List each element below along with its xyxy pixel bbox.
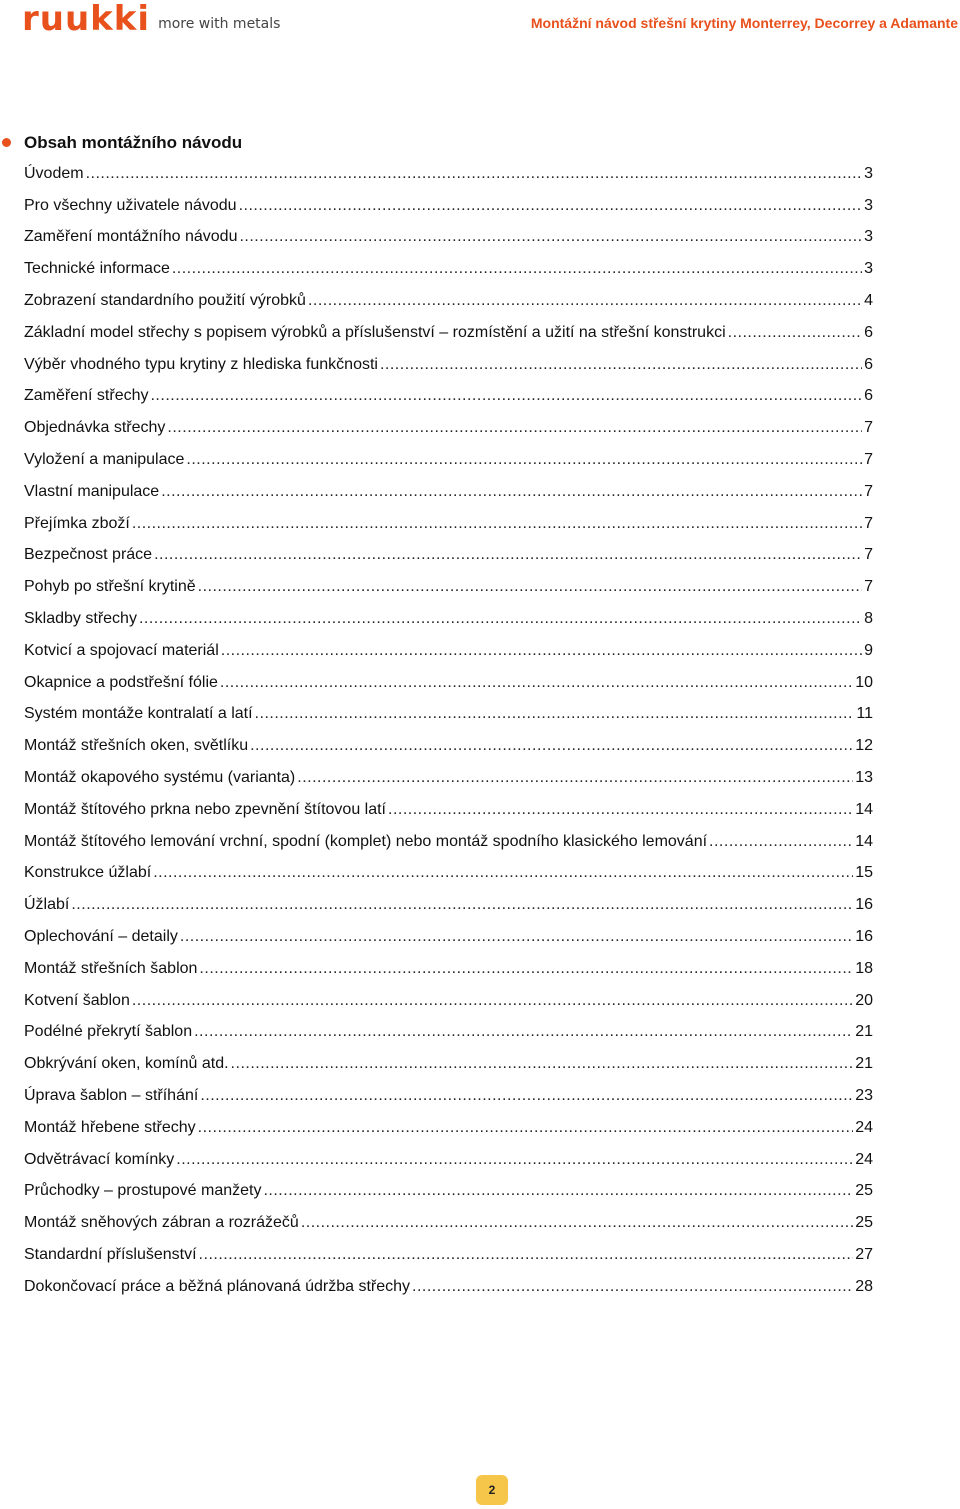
toc-entry[interactable] bbox=[24, 508, 873, 540]
toc-leader-dots bbox=[709, 833, 853, 851]
toc-entry-page: 3 bbox=[864, 196, 873, 214]
toc-entry[interactable] bbox=[24, 858, 873, 890]
toc-entry[interactable] bbox=[24, 253, 873, 285]
toc-leader-dots bbox=[172, 260, 862, 278]
toc-entry[interactable] bbox=[24, 412, 873, 444]
toc-entry-label: Oplechování – detaily bbox=[24, 928, 178, 946]
logo-tagline: more with metals bbox=[158, 16, 281, 32]
toc-entry-page: 7 bbox=[864, 451, 873, 469]
toc-entry-page: 21 bbox=[855, 1055, 873, 1073]
toc-entry[interactable] bbox=[24, 635, 873, 667]
toc-entry[interactable] bbox=[24, 826, 873, 858]
toc-entry-label: Úžlabí bbox=[24, 896, 70, 914]
toc-entry-page: 24 bbox=[855, 1118, 873, 1136]
toc-heading-text: Obsah montážního návodu bbox=[24, 133, 243, 152]
toc-leader-dots bbox=[167, 419, 862, 437]
toc-leader-dots bbox=[186, 451, 862, 469]
toc-leader-dots bbox=[198, 578, 862, 596]
logo-wordmark: ruukki bbox=[22, 0, 151, 39]
toc-leader-dots bbox=[161, 483, 862, 501]
toc-leader-dots bbox=[301, 1214, 853, 1232]
toc-entry[interactable] bbox=[24, 476, 873, 508]
page-number: 2 bbox=[488, 1483, 496, 1497]
toc-leader-dots bbox=[199, 1246, 854, 1264]
toc-leader-dots bbox=[308, 292, 862, 310]
toc-leader-dots bbox=[297, 769, 853, 787]
toc-entry-label: Montáž střešních oken, světlíku bbox=[24, 737, 249, 755]
toc-entry-label: Zaměření montážního návodu bbox=[24, 228, 238, 246]
toc-entry[interactable] bbox=[24, 603, 873, 635]
toc-entry[interactable] bbox=[24, 1207, 873, 1239]
toc-entry-page: 15 bbox=[855, 864, 873, 882]
toc-entry-page: 8 bbox=[864, 610, 873, 628]
toc-entry-label: Pohyb po střešní krytině bbox=[24, 578, 196, 596]
toc-entry[interactable] bbox=[24, 889, 873, 921]
page-number-badge bbox=[476, 1475, 508, 1505]
toc-entry-page: 27 bbox=[855, 1245, 873, 1263]
toc-leader-dots bbox=[154, 546, 862, 564]
toc-entry-page: 7 bbox=[864, 578, 873, 596]
toc-entry-label: Standardní příslušenství bbox=[24, 1245, 197, 1263]
toc-leader-dots bbox=[86, 165, 863, 183]
toc-entry[interactable] bbox=[24, 1271, 873, 1303]
toc-leader-dots bbox=[239, 197, 863, 215]
toc-entry-page: 23 bbox=[855, 1087, 873, 1104]
toc-entry-page: 25 bbox=[855, 1214, 873, 1232]
toc-entry-label: Konstrukce úžlabí bbox=[24, 864, 152, 882]
toc-heading bbox=[0, 128, 960, 158]
toc-entry-label: Odvětrávací komínky bbox=[24, 1150, 175, 1168]
toc-entry-label: Úvodem bbox=[24, 164, 84, 182]
toc-entry-page: 14 bbox=[855, 800, 873, 818]
toc-entry-page: 16 bbox=[855, 928, 873, 946]
toc-entry-label: Montáž střešních šablon bbox=[24, 959, 198, 977]
ruukki-logo bbox=[22, 0, 281, 39]
toc-entry[interactable] bbox=[24, 921, 873, 953]
toc-entry[interactable] bbox=[24, 317, 873, 349]
toc-entry-page: 11 bbox=[856, 705, 873, 723]
toc-entry-label: Skladby střechy bbox=[24, 610, 137, 628]
document-title: Montážní návod střešní krytiny Monterrey, Decorrey a Adamante bbox=[530, 15, 958, 31]
toc-leader-dots bbox=[198, 1119, 854, 1137]
table-of-contents bbox=[0, 128, 960, 1303]
toc-entry-page: 4 bbox=[864, 292, 873, 310]
toc-entry-page: 7 bbox=[864, 546, 873, 564]
toc-entry-label: Úprava šablon – stříhání bbox=[24, 1087, 199, 1104]
toc-leader-dots bbox=[388, 801, 853, 819]
toc-entry-page: 9 bbox=[864, 641, 873, 659]
toc-entry-label: Pro všechny uživatele návodu bbox=[24, 196, 237, 214]
toc-entry-label: Okapnice a podstřešní fólie bbox=[24, 673, 218, 691]
toc-entry-label: Bezpečnost práce bbox=[24, 546, 153, 564]
toc-entry-page: 3 bbox=[864, 260, 873, 278]
toc-entry[interactable] bbox=[24, 1048, 873, 1080]
toc-entry[interactable] bbox=[24, 1112, 873, 1144]
toc-entry-label: Systém montáže kontralatí a latí bbox=[24, 705, 253, 723]
toc-entry[interactable] bbox=[24, 540, 873, 572]
toc-entry-page: 24 bbox=[855, 1150, 873, 1168]
toc-entry-page: 6 bbox=[864, 387, 873, 405]
toc-leader-dots bbox=[200, 1087, 853, 1105]
toc-entry-label: Objednávka střechy bbox=[24, 419, 166, 437]
toc-entry[interactable] bbox=[24, 1239, 873, 1271]
toc-leader-dots bbox=[176, 1151, 853, 1169]
toc-leader-dots bbox=[239, 228, 862, 246]
toc-entry-label: Montáž hřebene střechy bbox=[24, 1118, 196, 1136]
toc-entry-page: 7 bbox=[864, 482, 873, 500]
toc-leader-dots bbox=[250, 737, 853, 755]
toc-leader-dots bbox=[412, 1278, 853, 1296]
toc-entry[interactable] bbox=[24, 1080, 873, 1112]
toc-entry-label: Zobrazení standardního použití výrobků bbox=[24, 292, 306, 310]
toc-entry-page: 18 bbox=[855, 959, 873, 977]
toc-entry-page: 28 bbox=[855, 1277, 873, 1295]
toc-entry-label: Montáž štítového prkna nebo zpevnění štítovou latí bbox=[24, 800, 386, 818]
toc-entry-label: Základní model střechy s popisem výrobků a příslušenství – rozmístění a užití na střešní konstrukci bbox=[24, 323, 726, 341]
toc-leader-dots bbox=[132, 992, 853, 1010]
toc-entry-label: Podélné překrytí šablon bbox=[24, 1023, 193, 1041]
toc-entry-page: 25 bbox=[855, 1182, 873, 1200]
toc-entry-label: Obkrývání oken, komínů atd. bbox=[24, 1055, 229, 1073]
page-header bbox=[0, 0, 960, 50]
toc-entry-label: Kotvicí a spojovací materiál bbox=[24, 641, 219, 659]
toc-entry-label: Montáž sněhových zábran a rozrážečů bbox=[24, 1214, 299, 1232]
toc-entry-page: 21 bbox=[855, 1023, 873, 1041]
toc-entry[interactable] bbox=[24, 285, 873, 317]
toc-entry[interactable] bbox=[24, 222, 873, 254]
toc-leader-dots bbox=[139, 610, 862, 628]
toc-entry[interactable] bbox=[24, 381, 873, 413]
toc-leader-dots bbox=[221, 642, 862, 660]
toc-entry[interactable] bbox=[24, 985, 873, 1017]
toc-entry[interactable] bbox=[24, 1144, 873, 1176]
toc-entry[interactable] bbox=[24, 190, 873, 222]
toc-entry[interactable] bbox=[24, 349, 873, 381]
toc-leader-dots bbox=[255, 705, 855, 723]
toc-entry[interactable] bbox=[24, 794, 873, 826]
toc-leader-dots bbox=[180, 928, 853, 946]
toc-entry[interactable] bbox=[24, 1176, 873, 1208]
toc-entry-label: Dokončovací práce a běžná plánovaná údržba střechy bbox=[24, 1277, 411, 1295]
toc-entry-page: 13 bbox=[855, 769, 873, 787]
toc-entry-page: 3 bbox=[864, 164, 873, 182]
toc-leader-dots bbox=[263, 1182, 853, 1200]
toc-entry-page: 16 bbox=[855, 896, 873, 914]
toc-entry-page: 3 bbox=[864, 228, 873, 246]
toc-entry-page: 14 bbox=[855, 832, 873, 850]
toc-entry[interactable] bbox=[24, 953, 873, 985]
toc-entry-page: 7 bbox=[864, 514, 873, 532]
toc-leader-dots bbox=[71, 896, 853, 914]
toc-leader-dots bbox=[199, 960, 853, 978]
toc-entry[interactable] bbox=[24, 762, 873, 794]
toc-entry[interactable] bbox=[24, 1017, 873, 1049]
toc-entry-page: 7 bbox=[864, 419, 873, 437]
toc-leader-dots bbox=[150, 387, 862, 405]
toc-entry-label: Výběr vhodného typu krytiny z hlediska funkčnosti bbox=[24, 355, 378, 373]
toc-entry-page: 6 bbox=[864, 355, 873, 373]
toc-entry[interactable] bbox=[24, 699, 873, 731]
toc-leader-dots bbox=[153, 864, 853, 882]
toc-entry-page: 6 bbox=[864, 323, 873, 341]
toc-entry[interactable] bbox=[24, 667, 873, 699]
toc-entry-label: Montáž štítového lemování vrchní, spodní (komplet) nebo montáž spodního klasického lemování bbox=[24, 832, 708, 850]
toc-leader-dots bbox=[231, 1055, 854, 1073]
toc-entry-page: 20 bbox=[855, 991, 873, 1009]
toc-entry-label: Vyložení a manipulace bbox=[24, 451, 185, 469]
toc-leader-dots bbox=[132, 515, 862, 533]
toc-entry-page: 12 bbox=[855, 737, 873, 755]
toc-entry-label: Průchodky – prostupové manžety bbox=[24, 1182, 262, 1200]
toc-list bbox=[0, 158, 960, 1303]
toc-entry-label: Přejímka zboží bbox=[24, 514, 130, 532]
bullet-icon bbox=[2, 138, 11, 147]
toc-leader-dots bbox=[380, 356, 862, 374]
toc-entry[interactable] bbox=[24, 571, 873, 603]
toc-leader-dots bbox=[220, 674, 853, 692]
toc-entry-label: Montáž okapového systému (varianta) bbox=[24, 769, 296, 787]
toc-entry[interactable] bbox=[24, 158, 873, 190]
toc-entry-label: Zaměření střechy bbox=[24, 387, 149, 405]
toc-entry[interactable] bbox=[24, 444, 873, 476]
toc-leader-dots bbox=[194, 1023, 853, 1041]
toc-entry[interactable] bbox=[24, 730, 873, 762]
toc-leader-dots bbox=[728, 324, 862, 342]
toc-entry-page: 10 bbox=[855, 673, 873, 691]
toc-entry-label: Vlastní manipulace bbox=[24, 482, 160, 500]
toc-entry-label: Kotvení šablon bbox=[24, 991, 130, 1009]
toc-entry-label: Technické informace bbox=[24, 260, 170, 278]
